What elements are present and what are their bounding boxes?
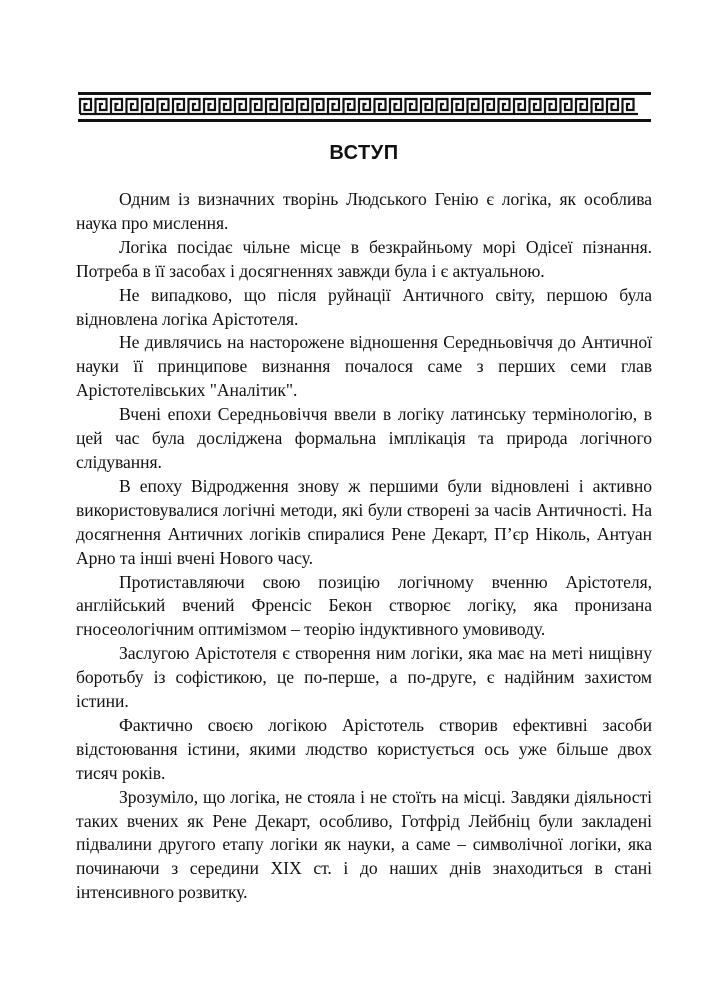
meander-motif [158, 99, 169, 114]
meander-motif [111, 99, 122, 114]
meander-motif [592, 99, 603, 114]
meander-motif [514, 99, 525, 114]
meander-motif [468, 99, 479, 114]
meander-motif [127, 99, 138, 114]
meander-motif [282, 99, 293, 114]
meander-motif [344, 99, 355, 114]
meander-motif [235, 99, 246, 114]
meander-motif [96, 99, 107, 114]
paragraph: Протиставляючи свою позицію логічному вченню Арістотеля, англійський вчений Френсіс Бекон створює логіку, яка пронизана гносеологічним оптимізмом – теорію індуктивного умовиводу. [76, 571, 652, 640]
meander-motif [328, 99, 339, 114]
paragraph: Вчені епохи Середньовіччя ввели в логіку латинську термінологію, в цей час була досліджена формальна імплікація та природа логічного слідування. [76, 404, 652, 472]
page-title: ВСТУП [329, 142, 399, 164]
paragraph: Одним із визначних творінь Людського Генію є логіка, як особлива наука про мислення. [76, 189, 652, 233]
meander-motif [204, 99, 215, 114]
meander-motif [421, 99, 432, 114]
meander-motif [220, 99, 231, 114]
body-text [76, 188, 652, 905]
meander-motif [189, 99, 200, 114]
meander-motif [266, 99, 277, 114]
paragraph: Фактично своєю логікою Арістотель створив ефективні засоби відстоювання істини, якими людство користується ось уже більше двох тисяч років. [76, 714, 652, 783]
meander-motif [452, 99, 463, 114]
meander-motif [623, 99, 634, 114]
meander-motif [437, 99, 448, 114]
meander-motif [607, 99, 618, 114]
meander-motif [173, 99, 184, 114]
meander-motif [375, 99, 386, 114]
greek-key-border-ornament [78, 92, 651, 122]
meander-motif [499, 99, 510, 114]
meander-motif [390, 99, 401, 114]
meander-motif [406, 99, 417, 114]
meander-motif [142, 99, 153, 114]
paragraph: Логіка посідає чільне місце в безкрайньому морі Одісеї пізнання. Потреба в її засобах і досягненнях завжди була і є актуальною. [76, 236, 652, 281]
meander-motif [530, 99, 541, 114]
paragraph: Заслугою Арістотеля є створення ним логіки, яка має на меті нищівну боротьбу із софістикою, це по-перше, а по-друге, є надійним захистом істини. [76, 643, 652, 712]
meander-motif [483, 99, 494, 114]
paragraph: Не випадково, що після руйнації Античного світу, першою була відновлена логіка Арістотеля. [76, 284, 652, 329]
meander-motif [561, 99, 572, 114]
meander-motif [359, 99, 370, 114]
meander-motif [313, 99, 324, 114]
meander-motif [545, 99, 556, 114]
paragraph: Не дивлячись на насторожене відношення Середньовіччя до Античної науки її принципове визнання почалося саме з перших семи глав Арістотелівських "Аналітик". [76, 332, 652, 401]
meander-motif [297, 99, 308, 114]
meander-motif [251, 99, 262, 114]
meander-motif [80, 99, 91, 114]
paragraph: В епоху Відродження знову ж першими були відновлені і активно використовувалися логічні методи, які були створені за часів Античності. На досягнення Античних логіків спиралися Рене Декарт, П’єр Ніколь, Антуан Арно та інші вчені Нового часу. [76, 475, 652, 568]
meander-motif [576, 99, 587, 114]
paragraph: Зрозуміло, що логіка, не стояла і не стоїть на місці. Завдяки діяльності таких вчених як Рене Декарт, особливо, Готфрід Лейбніц були закладені підвалини другого етапу логіки як науки, а саме – символічної логіки, яка починаючи з середини ХІХ ст. і до наших днів знаходиться в стані інтенсивного розвитку. [76, 786, 652, 903]
